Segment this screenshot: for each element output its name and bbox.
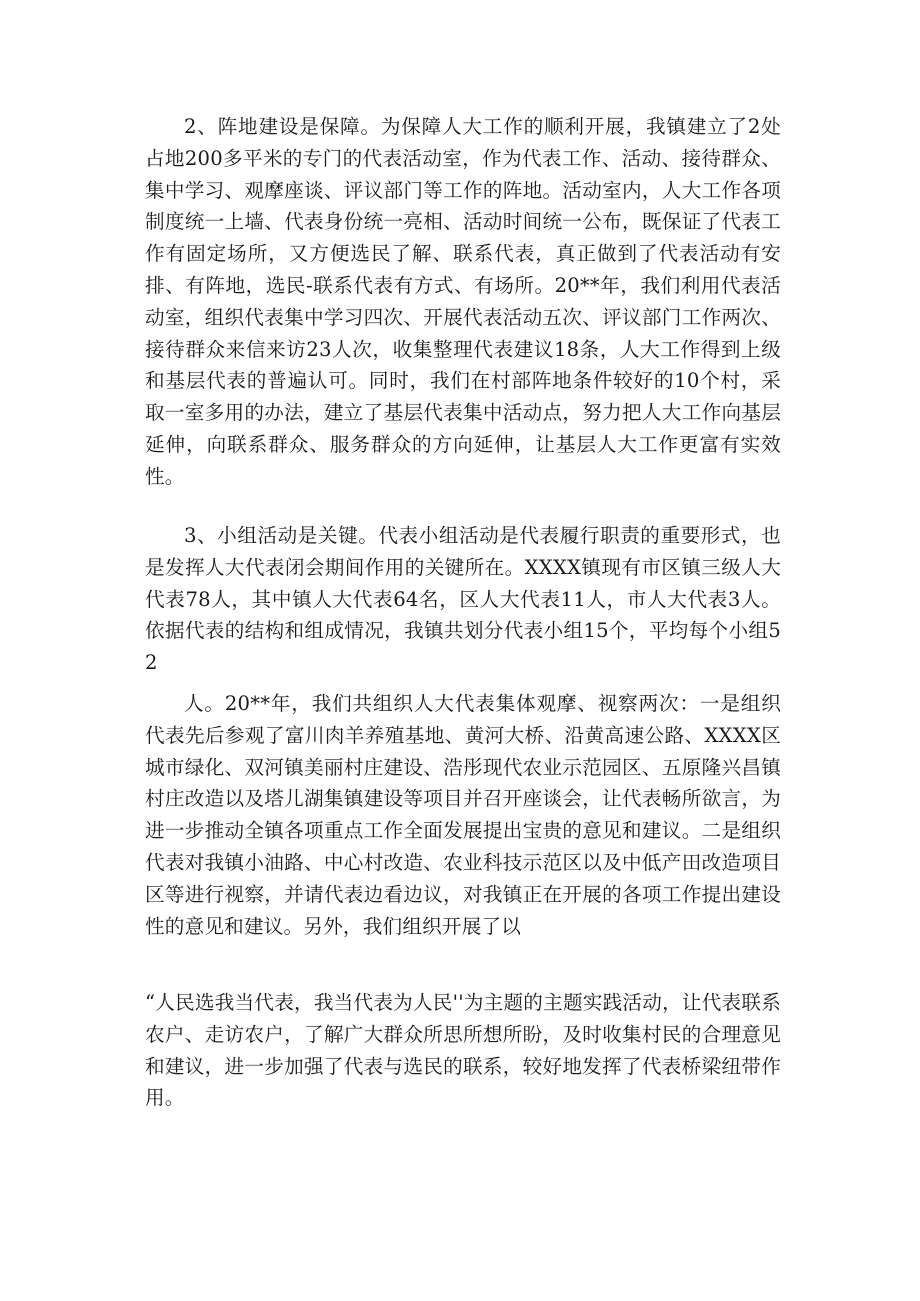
paragraph-inspection-visits: 人。20**年，我们共组织人大代表集体观摩、视察两次：一是组织代表先后参观了富川肉羊养殖基地、黄河大桥、沿黄高速公路、XXXX区城市绿化、双河镇美丽村庄建设、浩彤现代农业示范园区、五原隆兴昌镇村庄改造以及塔儿湖集镇建设等项目并召开座谈会，让代表畅所欲言，为进一步推动全镇各项重点工作全面发展提出宝贵的意见和建议。二是组织代表对我镇小油路、中心村改造、农业科技示范区以及中低产田改造项目区等进行视察，并请代表边看边议，对我镇正在开展的各项工作提出建设性的意见和建议。另外，我们组织开展了以 — [145, 692, 781, 938]
paragraph-position-building: 2、阵地建设是保障。为保障人大工作的顺利开展，我镇建立了2处占地200多平米的专门的代表活动室，作为代表工作、活动、接待群众、集中学习、观摩座谈、评议部门等工作的阵地。活动室内，人大工作各项制度统一上墙、代表身份统一亮相、活动时间统一公布，既保证了代表工作有固定场所，又方便选民了解、联系代表，真正做到了代表活动有安排、有阵地，选民-联系代表有方式、有场所。20**年，我们利用代表活动室，组织代表集中学习四次、开展代表活动五次、评议部门工作两次、接待群众来信来访23人次，收集整理代表建议18条，人大工作得到上级和基层代表的普遍认可。同时，我们在村部阵地条件较好的10个村，采取一室多用的办法，建立了基层代表集中活动点，努力把人大工作向基层延伸，向联系群众、服务群众的方向延伸，让基层人大工作更富有实效性。 — [145, 115, 781, 488]
paragraph-theme-practice: “人民选我当代表，我当代表为人民''为主题的主题实践活动，让代表联系农户、走访农户，了解广大群众所思所想所盼，及时收集村民的合理意见和建议，进一步加强了代表与选民的联系，较好地发挥了代表桥梁纽带作用。 — [145, 991, 781, 1110]
paragraph-group-activities: 3、小组活动是关键。代表小组活动是代表履行职责的重要形式，也是发挥人大代表闭会期间作用的关键所在。XXXX镇现有市区镇三级人大代表78人，其中镇人大代表64名，区人大代表11人，市人大代表3人。依据代表的结构和组成情况，我镇共划分代表小组15个，平均每个小组52 — [145, 524, 781, 675]
